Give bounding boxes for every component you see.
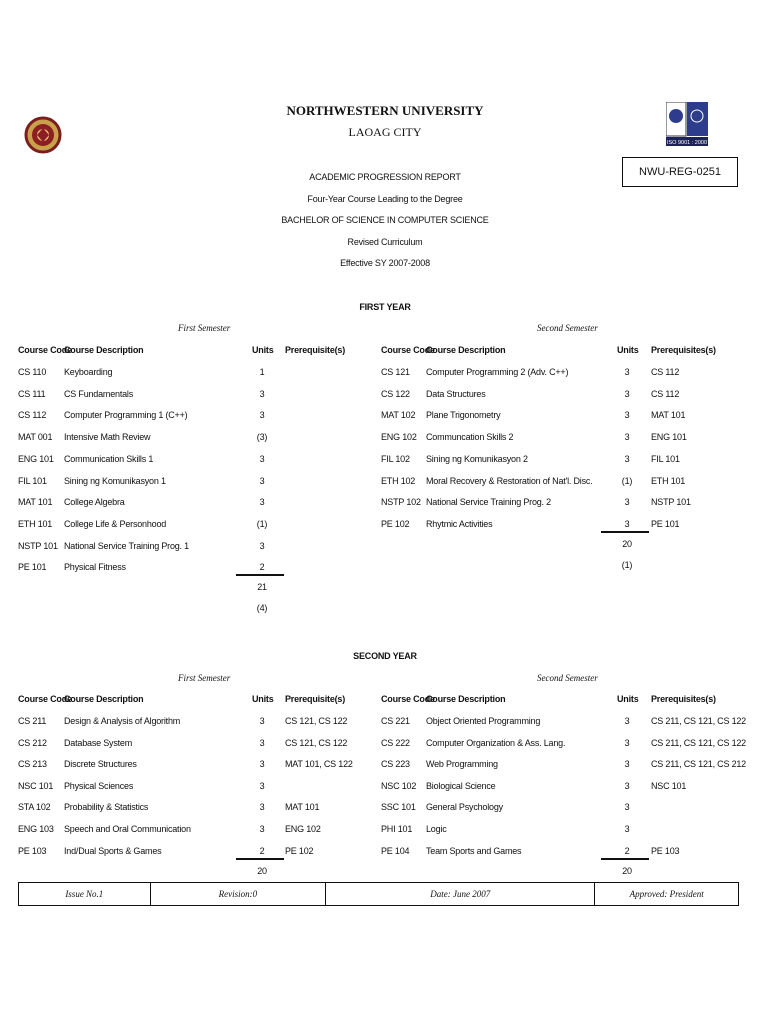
course-description: Logic: [426, 824, 447, 834]
course-units: 3: [259, 388, 265, 399]
course-units: 3: [624, 432, 630, 443]
course-units: (4): [256, 603, 268, 614]
document-footer: [18, 882, 739, 906]
footer-revision: Revision:0: [151, 883, 327, 905]
col-header-course-code: Course Code: [18, 694, 72, 704]
course-code: STA 102: [18, 802, 51, 813]
course-description: Sining ng Komunikasyon 2: [426, 453, 528, 464]
course-code: MAT 101: [18, 497, 53, 508]
course-description: Design & Analysis of Algorithm: [64, 716, 181, 726]
course-units: 3: [624, 780, 630, 791]
col-header-course-description: Course Description: [64, 694, 144, 704]
course-description: Intensive Math Review: [64, 432, 151, 443]
col-header-prerequisites: Prerequisite(s): [285, 345, 346, 355]
course-description: CS Fundamentals: [64, 388, 134, 399]
course-description: Moral Recovery & Restoration of Nat'l. Disc.: [426, 475, 593, 486]
course-description: Web Programming: [426, 759, 498, 770]
course-code: MAT 001: [18, 432, 53, 443]
course-units: 3: [624, 518, 630, 529]
course-units: (1): [621, 475, 633, 486]
course-code: PE 104: [381, 845, 410, 856]
course-description: Data Structures: [426, 388, 486, 399]
course-prerequisite: MAT 101: [651, 410, 686, 421]
course-prerequisite: NSTP 101: [651, 497, 691, 508]
course-units: 21: [257, 582, 267, 593]
col-header-units: Units: [617, 694, 639, 704]
iso-label: ISO 9001 : 2000: [666, 140, 708, 146]
course-description: Speech and Oral Communication: [64, 824, 191, 834]
course-units: (3): [256, 432, 268, 443]
course-units: (1): [621, 559, 633, 570]
col-header-course-description: Course Description: [64, 345, 144, 355]
fy-second-sem-label: Second Semester: [537, 323, 598, 333]
course-units: 3: [624, 367, 630, 377]
course-code: SSC 101: [381, 802, 416, 813]
course-code: CS 112: [18, 410, 47, 421]
course-units: 3: [259, 759, 265, 770]
course-units: 3: [624, 716, 630, 726]
course-description: Rhytmic Activities: [426, 518, 493, 529]
course-description: Plane Trigonometry: [426, 410, 501, 421]
document-code: NWU-REG-0251: [622, 157, 738, 187]
sy-second-sem-label: Second Semester: [537, 673, 598, 683]
course-code: ETH 101: [18, 518, 53, 529]
total-underline: [236, 858, 284, 860]
course-prerequisite: NSC 101: [651, 780, 687, 791]
course-description: Communcation Skills 2: [426, 432, 514, 443]
course-prerequisite: ETH 101: [651, 475, 686, 486]
course-code: FIL 102: [381, 453, 410, 464]
first-year-title: FIRST YEAR: [359, 302, 411, 312]
col-header-course-code: Course Code: [381, 345, 435, 355]
course-prerequisite: CS 112: [651, 367, 680, 377]
course-code: PE 103: [18, 845, 47, 856]
course-description: Biological Science: [426, 780, 496, 791]
course-units: 3: [624, 737, 630, 748]
total-underline: [236, 574, 284, 576]
report-title: ACADEMIC PROGRESSION REPORT: [309, 172, 461, 182]
course-prerequisite: PE 102: [285, 845, 314, 856]
course-code: CS 121: [381, 367, 410, 377]
course-description: General Psychology: [426, 802, 503, 813]
course-description: Object Oriented Programming: [426, 716, 541, 726]
course-description: Computer Organization & Ass. Lang.: [426, 737, 566, 748]
col-header-units: Units: [252, 345, 274, 355]
course-units: 3: [624, 497, 630, 508]
course-code: CS 223: [381, 759, 410, 770]
course-prerequisite: ENG 102: [285, 824, 321, 834]
course-code: CS 111: [18, 388, 46, 399]
course-code: CS 122: [381, 388, 410, 399]
col-header-prerequisites: Prerequisite(s): [285, 694, 346, 704]
course-prerequisite: CS 121, CS 122: [285, 716, 348, 726]
course-units: 3: [624, 453, 630, 464]
course-code: NSC 102: [381, 780, 417, 791]
course-units: 20: [257, 865, 267, 876]
course-description: Database System: [64, 737, 133, 748]
course-units: 2: [259, 562, 265, 573]
course-units: 3: [259, 716, 265, 726]
effective-year: Effective SY 2007-2008: [340, 258, 430, 268]
course-code: ENG 101: [18, 453, 54, 464]
col-header-course-code: Course Code: [381, 694, 435, 704]
fy-first-sem-label: First Semester: [178, 323, 231, 333]
course-units: 1: [259, 367, 265, 377]
course-units: 2: [259, 845, 265, 856]
course-code: CS 211: [18, 716, 47, 726]
course-prerequisite: PE 101: [651, 518, 680, 529]
course-code: CS 213: [18, 759, 47, 770]
course-code: FIL 101: [18, 475, 47, 486]
course-prerequisite: PE 103: [651, 845, 680, 856]
iso-certification-icon: [666, 102, 708, 146]
col-header-units: Units: [617, 345, 639, 355]
col-header-course-code: Course Code: [18, 345, 72, 355]
university-city: LAOAG CITY: [348, 125, 422, 139]
university-seal-icon: [24, 108, 62, 164]
course-units: 3: [259, 497, 265, 508]
course-code: PHI 101: [381, 824, 413, 834]
course-units: 3: [624, 824, 630, 834]
course-description: Physical Sciences: [64, 780, 134, 791]
course-description: Sining ng Komunikasyon 1: [64, 475, 166, 486]
col-header-course-description: Course Description: [426, 345, 506, 355]
degree-name: BACHELOR OF SCIENCE IN COMPUTER SCIENCE: [281, 215, 489, 225]
university-name: NORTHWESTERN UNIVERSITY: [286, 103, 484, 118]
course-line: Four-Year Course Leading to the Degree: [307, 194, 463, 204]
total-underline: [601, 858, 649, 860]
course-description: Keyboarding: [64, 367, 113, 377]
course-description: National Service Training Prog. 2: [426, 497, 551, 508]
col-header-course-description: Course Description: [426, 694, 506, 704]
col-header-units: Units: [252, 694, 274, 704]
course-code: ENG 103: [18, 824, 54, 834]
course-description: College Life & Personhood: [64, 518, 167, 529]
course-code: ETH 102: [381, 475, 416, 486]
course-prerequisite: CS 211, CS 121, CS 122: [651, 737, 746, 748]
course-prerequisite: MAT 101: [285, 802, 320, 813]
course-prerequisite: MAT 101, CS 122: [285, 759, 353, 770]
course-code: CS 212: [18, 737, 47, 748]
course-code: PE 102: [381, 518, 410, 529]
course-prerequisite: CS 112: [651, 388, 680, 399]
footer-date: Date: June 2007: [326, 883, 595, 905]
course-description: Ind/Dual Sports & Games: [64, 845, 162, 856]
course-units: 3: [259, 453, 265, 464]
total-underline: [601, 531, 649, 533]
sy-first-sem-label: First Semester: [178, 673, 231, 683]
course-description: College Algebra: [64, 497, 125, 508]
course-code: NSC 101: [18, 780, 54, 791]
course-units: 20: [622, 865, 632, 876]
course-units: 3: [259, 780, 265, 791]
course-prerequisite: CS 211, CS 121, CS 212: [651, 759, 746, 770]
course-description: Computer Programming 1 (C++): [64, 410, 188, 421]
course-description: Discrete Structures: [64, 759, 137, 770]
course-code: PE 101: [18, 562, 47, 573]
course-units: (1): [256, 518, 268, 529]
course-code: ENG 102: [381, 432, 417, 443]
footer-issue: Issue No.1: [19, 883, 151, 905]
course-code: NSTP 101: [18, 540, 58, 551]
course-units: 3: [624, 410, 630, 421]
col-header-prerequisites: Prerequisites(s): [651, 345, 716, 355]
course-code: MAT 102: [381, 410, 416, 421]
course-units: 20: [622, 538, 632, 549]
course-code: NSTP 102: [381, 497, 421, 508]
second-year-title: SECOND YEAR: [353, 651, 417, 661]
course-units: 3: [259, 737, 265, 748]
course-units: 3: [624, 802, 630, 813]
course-description: Probability & Statistics: [64, 802, 149, 813]
course-code: CS 221: [381, 716, 410, 726]
col-header-prerequisites: Prerequisites(s): [651, 694, 716, 704]
course-units: 3: [624, 388, 630, 399]
course-units: 3: [259, 824, 265, 834]
course-units: 3: [259, 540, 265, 551]
course-code: CS 110: [18, 367, 47, 377]
course-prerequisite: CS 211, CS 121, CS 122: [651, 716, 746, 726]
course-units: 3: [259, 802, 265, 813]
course-units: 2: [624, 845, 630, 856]
course-description: Physical Fitness: [64, 562, 126, 573]
course-prerequisite: CS 121, CS 122: [285, 737, 348, 748]
course-description: Computer Programming 2 (Adv. C++): [426, 367, 569, 377]
course-units: 3: [259, 475, 265, 486]
course-code: CS 222: [381, 737, 410, 748]
course-prerequisite: FIL 101: [651, 453, 680, 464]
course-description: Communication Skills 1: [64, 453, 154, 464]
course-description: Team Sports and Games: [426, 845, 522, 856]
course-units: 3: [259, 410, 265, 421]
course-description: National Service Training Prog. 1: [64, 540, 189, 551]
course-prerequisite: ENG 101: [651, 432, 687, 443]
course-units: 3: [624, 759, 630, 770]
curriculum-label: Revised Curriculum: [347, 237, 423, 247]
footer-approved: Approved: President: [629, 889, 704, 899]
